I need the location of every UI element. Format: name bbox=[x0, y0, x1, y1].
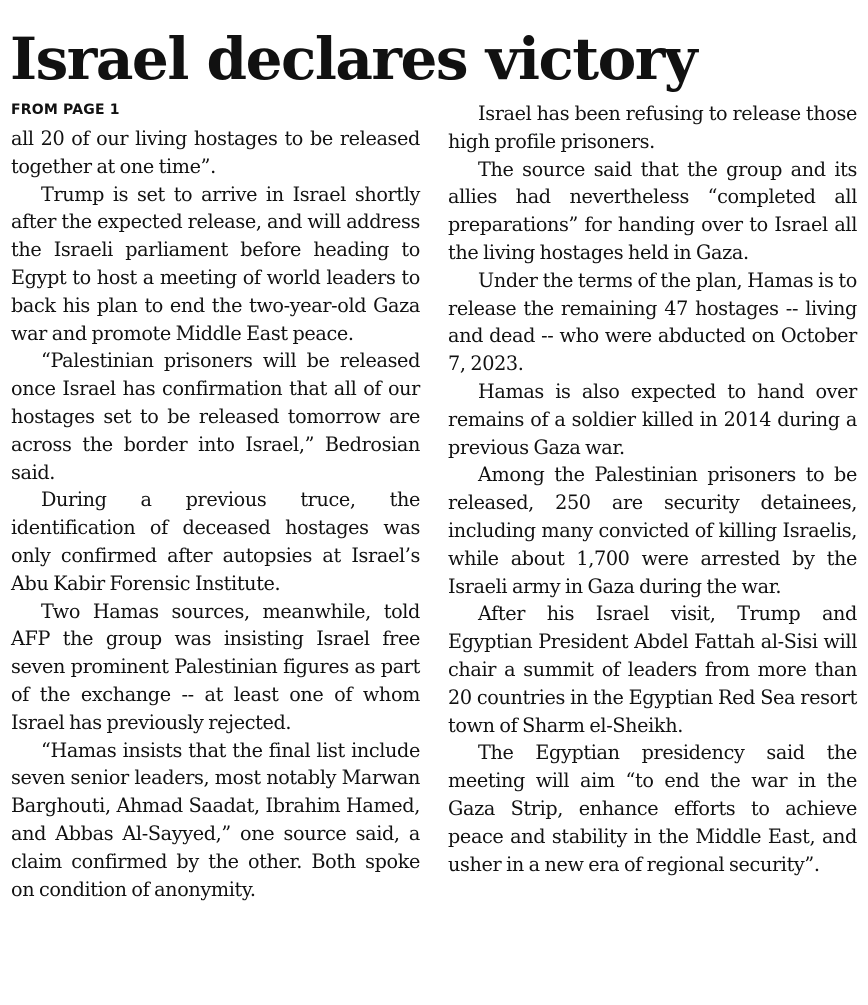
paragraph: “Hamas insists that the final list include seven senior leaders, most notably Marwan Barghouti, Ahmad Saadat, Ibrahim Hamed, and Abbas Al-Sayyed,” one source said, a claim confirmed by the other. Both spoke on condition of anonymity. bbox=[11, 738, 420, 901]
paragraph: “Palestinian prisoners will be released once Israel has confirmation that all of our hostages set to be released tomorrow are across the border into Israel,” Bedrosian said. bbox=[11, 349, 420, 484]
paragraph: all 20 of our living hostages to be released together at one time”. bbox=[11, 127, 420, 178]
paragraph: During a previous truce, the identification of deceased hostages was only confirmed after autopsies at Israel’s Abu Kabir Forensic Institute. bbox=[11, 488, 420, 595]
paragraph: Among the Palestinian prisoners to be released, 250 are security detainees, including many convicted of killing Israelis, while about 1,700 were arrested by the Israeli army in Gaza during the war. bbox=[448, 463, 857, 598]
paragraph: The Egyptian presidency said the meeting will aim “to end the war in the Gaza Strip, enhance efforts to achieve peace and stability in the Middle East, and usher in a new era of regional security”. bbox=[448, 741, 857, 876]
paragraph: Israel has been refusing to release those high profile prisoners. bbox=[448, 102, 857, 153]
continuation-kicker: FROM PAGE 1 bbox=[11, 102, 120, 118]
paragraph: Hamas is also expected to hand over remains of a soldier killed in 2014 during a previous Gaza war. bbox=[448, 379, 857, 459]
article-column-left bbox=[11, 125, 420, 903]
paragraph: Two Hamas sources, meanwhile, told AFP the group was insisting Israel free seven prominent Palestinian figures as part of the exchange -- at least one of whom Israel has previously rejected. bbox=[11, 599, 420, 734]
headline: Israel declares victory bbox=[10, 25, 697, 93]
paragraph: The source said that the group and its allies had nevertheless “completed all preparations” for handing over to Israel all the living hostages held in Gaza. bbox=[448, 157, 857, 264]
paragraph: Under the terms of the plan, Hamas is to release the remaining 47 hostages -- living and dead -- who were abducted on October 7, 2023. bbox=[448, 268, 857, 376]
paragraph: After his Israel visit, Trump and Egyptian President Abdel Fattah al-Sisi will chair a summit of leaders from more than 20 countries in the Egyptian Red Sea resort town of Sharm el-Sheikh. bbox=[448, 602, 857, 737]
paragraph: Trump is set to arrive in Israel shortly after the expected release, and will address the Israeli parliament before heading to Egypt to host a meeting of world leaders to back his plan to end the two-year-old Gaza war and promote Middle East peace. bbox=[11, 182, 420, 345]
article-column-right bbox=[448, 100, 857, 878]
